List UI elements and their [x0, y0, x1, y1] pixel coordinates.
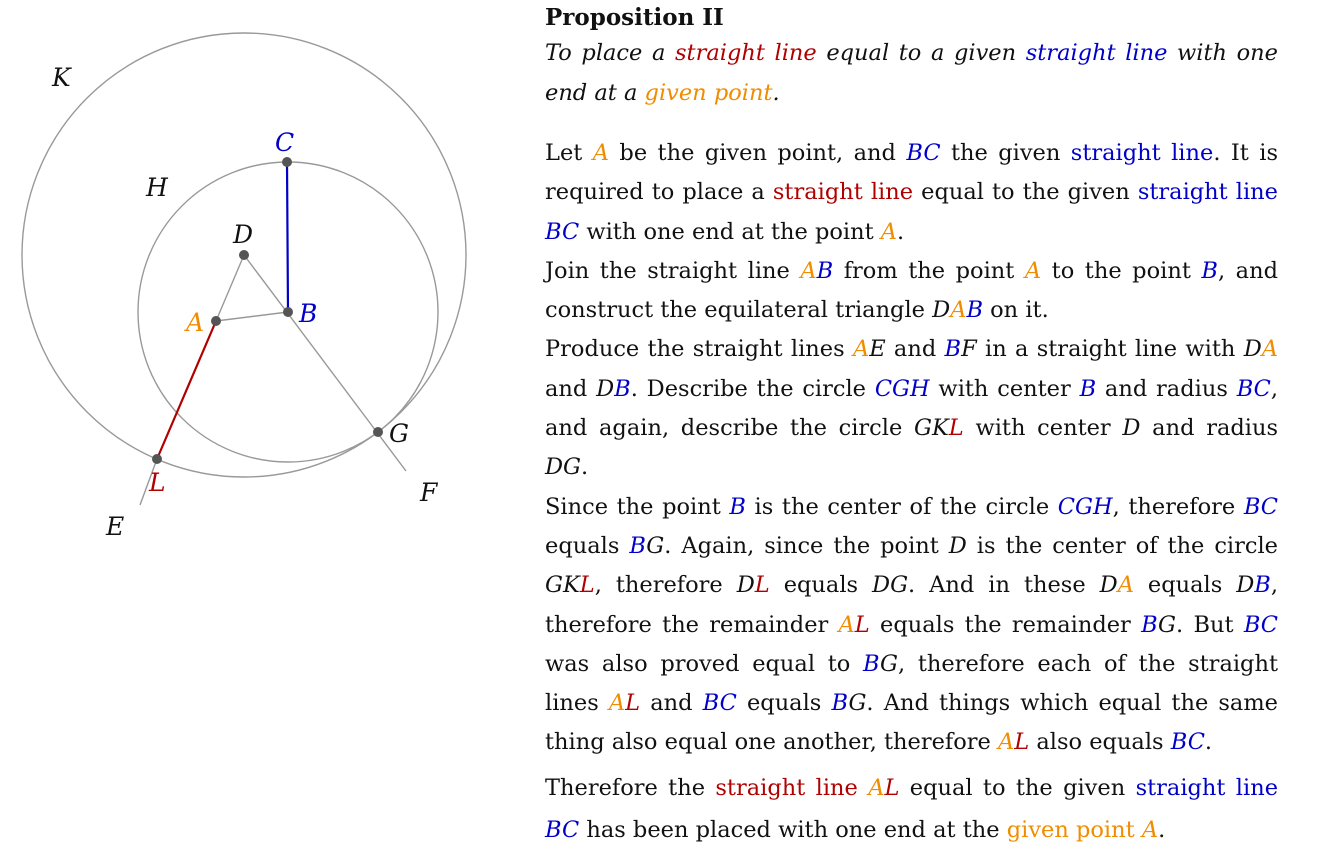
line-db-extended-f — [244, 255, 406, 471]
label-a: A — [186, 308, 205, 337]
enunciation: To place a straight line equal to a given straight line with one end at a given point. — [545, 40, 1278, 106]
label-h: H — [146, 173, 168, 202]
point-l — [152, 454, 162, 464]
label-f: F — [420, 478, 438, 507]
paragraph-proof: Since the point B is the center of the circle CGH, therefore BC equals BG. Again, since the point D is the center of the circle GKL, therefore DL equals DG. And in these DA equals DB, therefore the remainder AL equals the remainder BG. But BC was also proved equal to BG, therefore each of the straight lines AL and BC equals BG. And things which equal the same thing also equal one another, therefore AL also equals BC. — [545, 493, 1278, 756]
paragraph-setup: Let A be the given point, and BC the given straight line. It is required to place a straight line equal to the given straight line BC with one end at the point A. — [545, 140, 1279, 245]
point-b — [283, 307, 293, 317]
label-d: D — [233, 220, 254, 249]
line-da — [216, 255, 244, 321]
line-bc — [287, 162, 288, 312]
label-c: C — [275, 128, 295, 157]
paragraph-produce: Produce the straight lines AE and BF in a straight line with DA and DB. Describe the circle CGH with center B and radius BC, and again, describe the circle GKL with center D and radius DG. — [545, 336, 1279, 481]
label-e: E — [106, 512, 125, 541]
label-k: K — [52, 63, 71, 92]
line-ab — [216, 312, 288, 321]
label-b: B — [299, 299, 318, 328]
paragraph-join: Join the straight line AB from the point A to the point B, and construct the equilateral triangle DAB on it. — [545, 257, 1278, 324]
label-l: L — [149, 468, 166, 497]
construction-diagram — [0, 0, 520, 600]
point-a — [211, 316, 221, 326]
paragraph-conclusion: Therefore the straight line AL equal to the given straight line BC has been placed with one end at the given point A. — [545, 774, 1279, 843]
point-g — [373, 427, 383, 437]
point-c — [282, 157, 292, 167]
proposition-text — [545, 2, 1278, 851]
point-d — [239, 250, 249, 260]
proposition-title: Proposition II — [545, 4, 724, 31]
label-g: G — [389, 419, 409, 448]
